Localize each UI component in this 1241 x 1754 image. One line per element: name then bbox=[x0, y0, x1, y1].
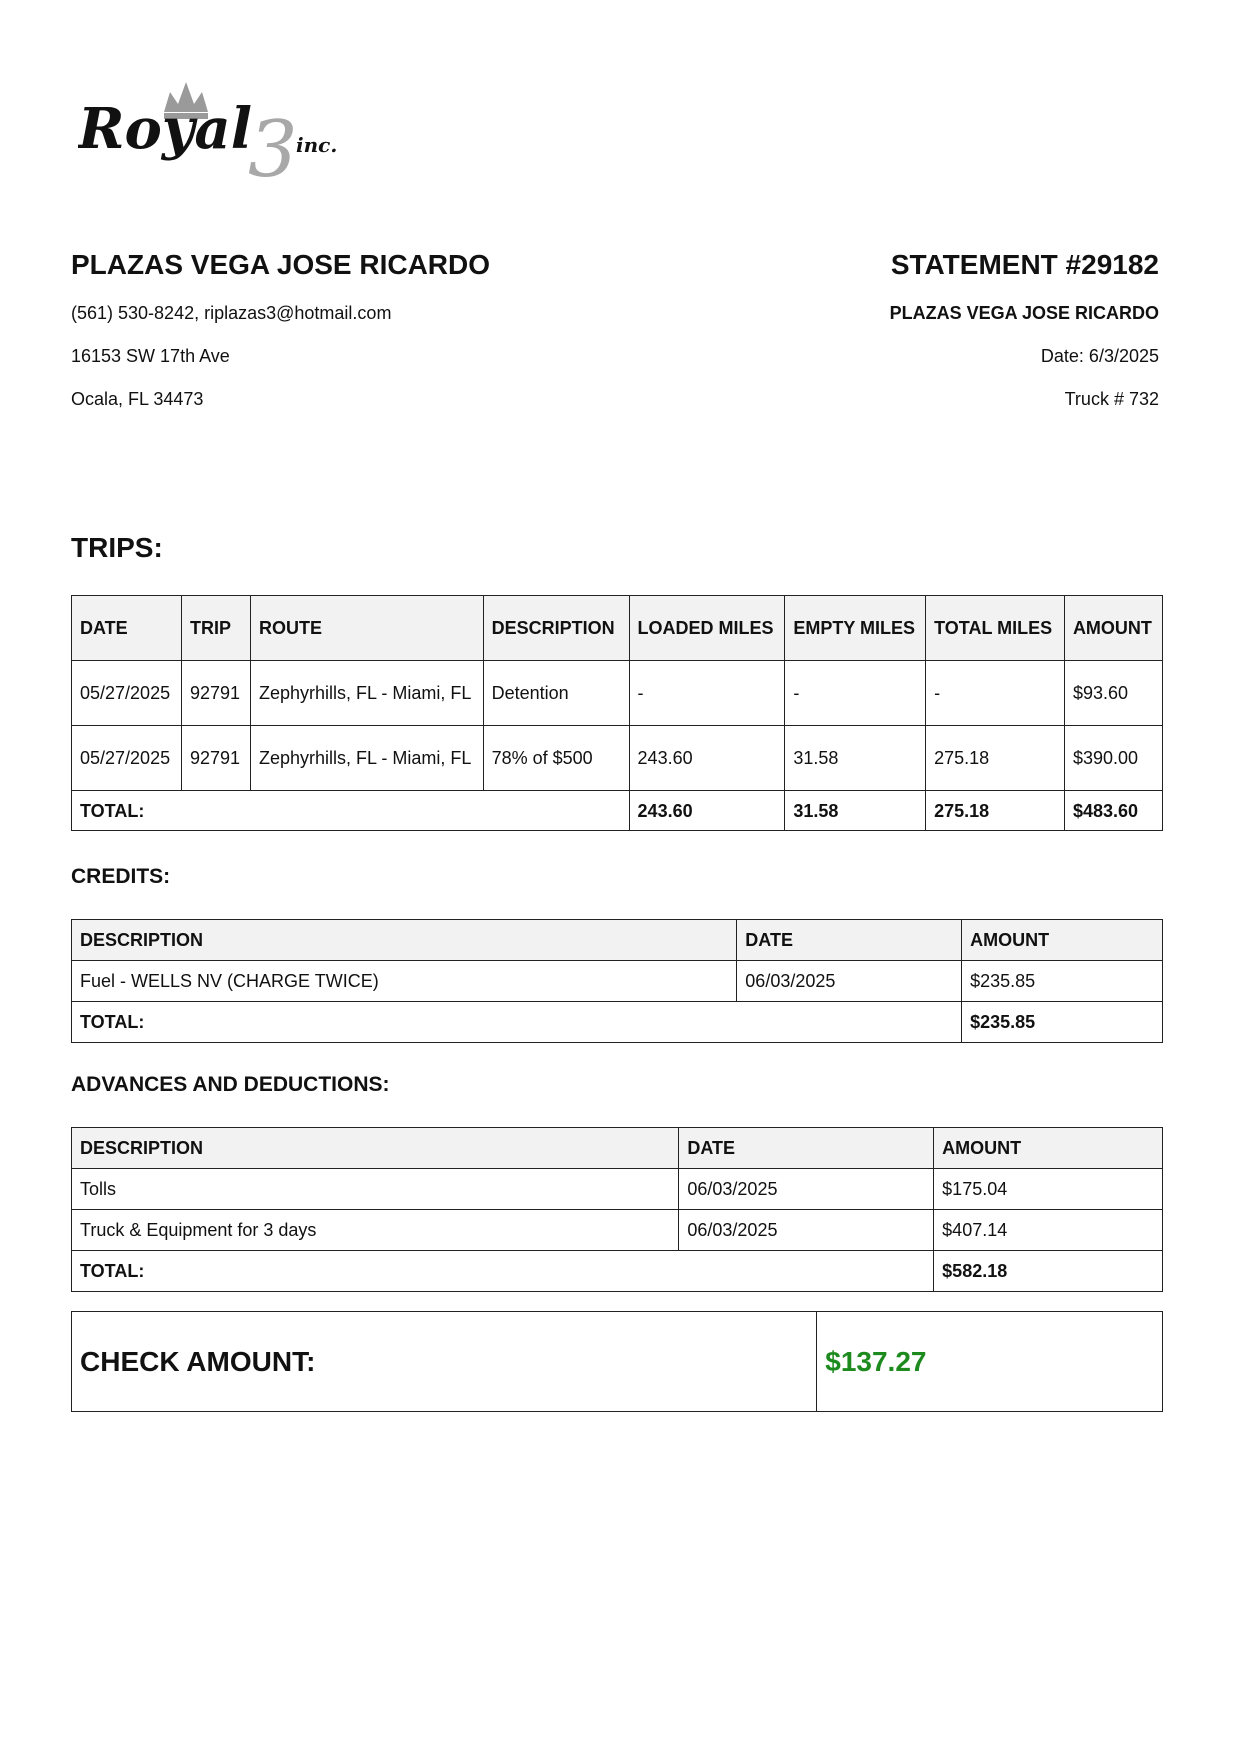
total-label: TOTAL: bbox=[72, 1251, 934, 1292]
cell-loaded-miles: 243.60 bbox=[629, 726, 785, 791]
driver-info bbox=[71, 248, 631, 410]
cell-description: Truck & Equipment for 3 days bbox=[72, 1210, 679, 1251]
table-row bbox=[72, 661, 1163, 726]
cell-amount: $93.60 bbox=[1064, 661, 1162, 726]
total-row bbox=[72, 1002, 1163, 1043]
check-amount-value: $137.27 bbox=[817, 1312, 1163, 1412]
cell-total-miles: - bbox=[926, 661, 1065, 726]
driver-address-line2: Ocala, FL 34473 bbox=[71, 389, 204, 409]
cell-total-miles: 275.18 bbox=[926, 726, 1065, 791]
total-label: TOTAL: bbox=[72, 1002, 962, 1043]
col-header-amount: AMOUNT bbox=[1064, 596, 1162, 661]
total-row bbox=[72, 791, 1163, 831]
driver-address-line1: 16153 SW 17th Ave bbox=[71, 346, 230, 366]
col-header-total-miles: TOTAL MILES bbox=[926, 596, 1065, 661]
total-row bbox=[72, 1251, 1163, 1292]
check-amount-label: CHECK AMOUNT: bbox=[72, 1312, 817, 1412]
table-row bbox=[72, 1210, 1163, 1251]
statement-info bbox=[599, 248, 1159, 410]
cell-trip: 92791 bbox=[181, 661, 250, 726]
statement-driver-name: PLAZAS VEGA JOSE RICARDO bbox=[889, 303, 1159, 323]
total-amount: $483.60 bbox=[1064, 791, 1162, 831]
total-empty-miles: 31.58 bbox=[785, 791, 926, 831]
cell-date: 05/27/2025 bbox=[72, 726, 182, 791]
cell-date: 05/27/2025 bbox=[72, 661, 182, 726]
check-amount-row bbox=[72, 1312, 1163, 1412]
cell-route: Zephyrhills, FL - Miami, FL bbox=[250, 661, 483, 726]
total-loaded-miles: 243.60 bbox=[629, 791, 785, 831]
driver-contact: (561) 530-8242, riplazas3@hotmail.com bbox=[71, 303, 392, 323]
cell-amount: $390.00 bbox=[1064, 726, 1162, 791]
table-header-row bbox=[72, 596, 1163, 661]
cell-description: Tolls bbox=[72, 1169, 679, 1210]
cell-loaded-miles: - bbox=[629, 661, 785, 726]
cell-date: 06/03/2025 bbox=[679, 1210, 934, 1251]
driver-name: PLAZAS VEGA JOSE RICARDO bbox=[71, 249, 491, 280]
credits-title: CREDITS: bbox=[71, 865, 171, 888]
trips-title: TRIPS: bbox=[71, 532, 163, 563]
cell-amount: $407.14 bbox=[934, 1210, 1163, 1251]
col-header-empty-miles: EMPTY MILES bbox=[785, 596, 926, 661]
table-row bbox=[72, 1169, 1163, 1210]
credits-table bbox=[71, 919, 1163, 1043]
table-header-row bbox=[72, 1128, 1163, 1169]
col-header-amount: AMOUNT bbox=[962, 920, 1163, 961]
company-logo bbox=[78, 78, 378, 188]
cell-amount: $235.85 bbox=[962, 961, 1163, 1002]
total-amount: $235.85 bbox=[962, 1002, 1163, 1043]
statement-date: Date: 6/3/2025 bbox=[1040, 346, 1159, 366]
col-header-trip: TRIP bbox=[181, 596, 250, 661]
col-header-date: DATE bbox=[737, 920, 962, 961]
table-header-row bbox=[72, 920, 1163, 961]
cell-route: Zephyrhills, FL - Miami, FL bbox=[250, 726, 483, 791]
table-row bbox=[72, 726, 1163, 791]
svg-text:3: 3 bbox=[248, 105, 298, 188]
total-amount: $582.18 bbox=[934, 1251, 1163, 1292]
svg-text:inc.: inc. bbox=[296, 133, 338, 157]
table-row bbox=[72, 961, 1163, 1002]
cell-description: 78% of $500 bbox=[483, 726, 629, 791]
truck-number: Truck # 732 bbox=[1064, 389, 1159, 409]
royal3-logo-icon bbox=[78, 78, 378, 188]
col-header-date: DATE bbox=[72, 596, 182, 661]
advances-title: ADVANCES AND DEDUCTIONS: bbox=[71, 1073, 390, 1096]
cell-empty-miles: 31.58 bbox=[785, 726, 926, 791]
cell-description: Detention bbox=[483, 661, 629, 726]
cell-description: Fuel - WELLS NV (CHARGE TWICE) bbox=[72, 961, 737, 1002]
col-header-route: ROUTE bbox=[250, 596, 483, 661]
trips-table bbox=[71, 595, 1163, 831]
cell-date: 06/03/2025 bbox=[737, 961, 962, 1002]
col-header-description: DESCRIPTION bbox=[72, 1128, 679, 1169]
total-miles: 275.18 bbox=[926, 791, 1065, 831]
col-header-description: DESCRIPTION bbox=[72, 920, 737, 961]
cell-date: 06/03/2025 bbox=[679, 1169, 934, 1210]
advances-table bbox=[71, 1127, 1163, 1292]
col-header-date: DATE bbox=[679, 1128, 934, 1169]
col-header-description: DESCRIPTION bbox=[483, 596, 629, 661]
col-header-amount: AMOUNT bbox=[934, 1128, 1163, 1169]
statement-number: STATEMENT #29182 bbox=[890, 249, 1159, 280]
total-label: TOTAL: bbox=[72, 791, 630, 831]
col-header-loaded-miles: LOADED MILES bbox=[629, 596, 785, 661]
cell-amount: $175.04 bbox=[934, 1169, 1163, 1210]
svg-text:Royal: Royal bbox=[78, 96, 252, 162]
cell-empty-miles: - bbox=[785, 661, 926, 726]
cell-trip: 92791 bbox=[181, 726, 250, 791]
check-amount-box bbox=[71, 1311, 1163, 1412]
